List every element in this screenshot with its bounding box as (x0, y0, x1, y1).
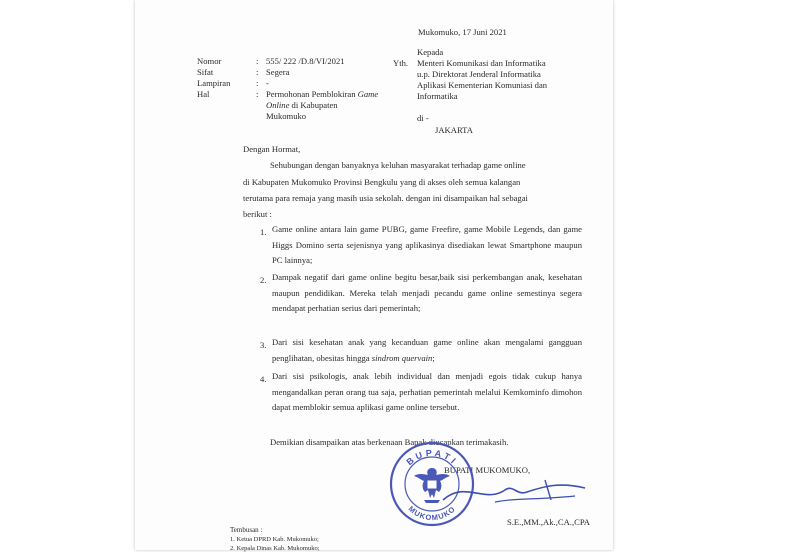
closing-sentence: Demikian disampaikan atas berkenaan Bapak diucapkan terimakasih. (270, 437, 509, 447)
lampiran-value: - (266, 78, 269, 88)
recipient-kepada: Kepada (417, 47, 444, 57)
tembusan-label: Tembusan : (230, 526, 263, 534)
point-1-number: 1. (260, 227, 267, 237)
greeting: Dengan Hormat, (243, 144, 301, 154)
recipient-line2: u.p. Direktorat Jenderal Informatika (417, 69, 541, 79)
svg-text:BUPATI (404, 448, 459, 467)
intro-line-4: berikut : (243, 209, 272, 219)
signature-title: BUPATI MUKOMUKO, (444, 465, 531, 475)
sifat-label: Sifat (197, 67, 214, 77)
hal-value-line1: Permohonan Pemblokiran Game (266, 89, 379, 99)
recipient-yth: Yth. (393, 58, 409, 68)
nomor-value: 555/ 222 /D.8/VI/2021 (266, 56, 345, 66)
recipient-city: JAKARTA (435, 125, 473, 135)
point-3-text: Dari sisi kesehatan anak yang kecanduan game online akan mengalami gangguan penglihatan, obesitas hingga sindrom quervain; (272, 337, 582, 363)
stamp-top-text: BUPATI (404, 447, 460, 468)
point-4-text: Dari sisi psikologis, anak lebih individual dan menjadi egois tidak cukup hanya mengandalkan peran orang tua saja, perhatian pemerintah melalui Kemkominfo dimohon dapat memblokir semua aplikasi game online tersebut. (272, 371, 582, 412)
stamp-bottom-text: MUKOMUKO (406, 504, 458, 523)
recipient-line3: Aplikasi Kementerian Komuniasi dan (417, 80, 548, 90)
recipient-line4: Informatika (417, 91, 458, 101)
point-2-text: Dampak negatif dari game online begitu besar,baik sisi perkembangan anak, kesehatan maupun pendidikan. Mereka telah menjadi pecandu game online semestinya segera mendapat perhatian serius dari pemerintah; (272, 272, 582, 313)
signature-name: S.E.,MM.,Ak.,CA.,CPA (507, 517, 591, 527)
handwritten-signature (435, 470, 595, 510)
recipient-line1: Menteri Komunikasi dan Informatika (417, 58, 546, 68)
hal-value-line2: Online di Kabupaten (266, 100, 338, 110)
sifat-colon: : (256, 67, 259, 77)
tembusan-item-2: 2. Kepala Dinas Kab. Mukomuko; (230, 545, 320, 552)
place-date: Mukomuko, 17 Juni 2021 (418, 27, 507, 37)
point-2-number: 2. (260, 275, 267, 285)
hal-label: Hal (197, 89, 210, 99)
hal-colon: : (256, 89, 259, 99)
lampiran-colon: : (256, 78, 259, 88)
point-1-text: Game online antara lain game PUBG, game Freefire, game Mobile Legends, dan game Higgs Domino serta sejenisnya yang aplikasinya disediakan lewat Smartphone maupun PC lainnya; (272, 224, 582, 265)
intro-line-3: terutama para remaja yang masih usia sekolah. dengan ini disampaikan hal sebagai (243, 193, 528, 203)
recipient-di: di - (417, 113, 429, 123)
point-3-number: 3. (260, 340, 267, 350)
nomor-label: Nomor (197, 56, 222, 66)
nomor-colon: : (256, 56, 259, 66)
hal-value-line3: Mukomuko (266, 111, 307, 121)
sifat-value: Segera (266, 67, 290, 77)
point-4-number: 4. (260, 374, 267, 384)
tembusan-item-1: 1. Ketua DPRD Kab. Mukomuko; (230, 536, 319, 543)
lampiran-label: Lampiran (197, 78, 231, 88)
letter-page (135, 0, 613, 550)
intro-line-1: Sehubungan dengan banyaknya keluhan masyarakat terhadap game online (270, 160, 526, 170)
intro-line-2: di Kabupaten Mukomuko Provinsi Bengkulu yang di akses oleh semua kalangan (243, 177, 521, 187)
